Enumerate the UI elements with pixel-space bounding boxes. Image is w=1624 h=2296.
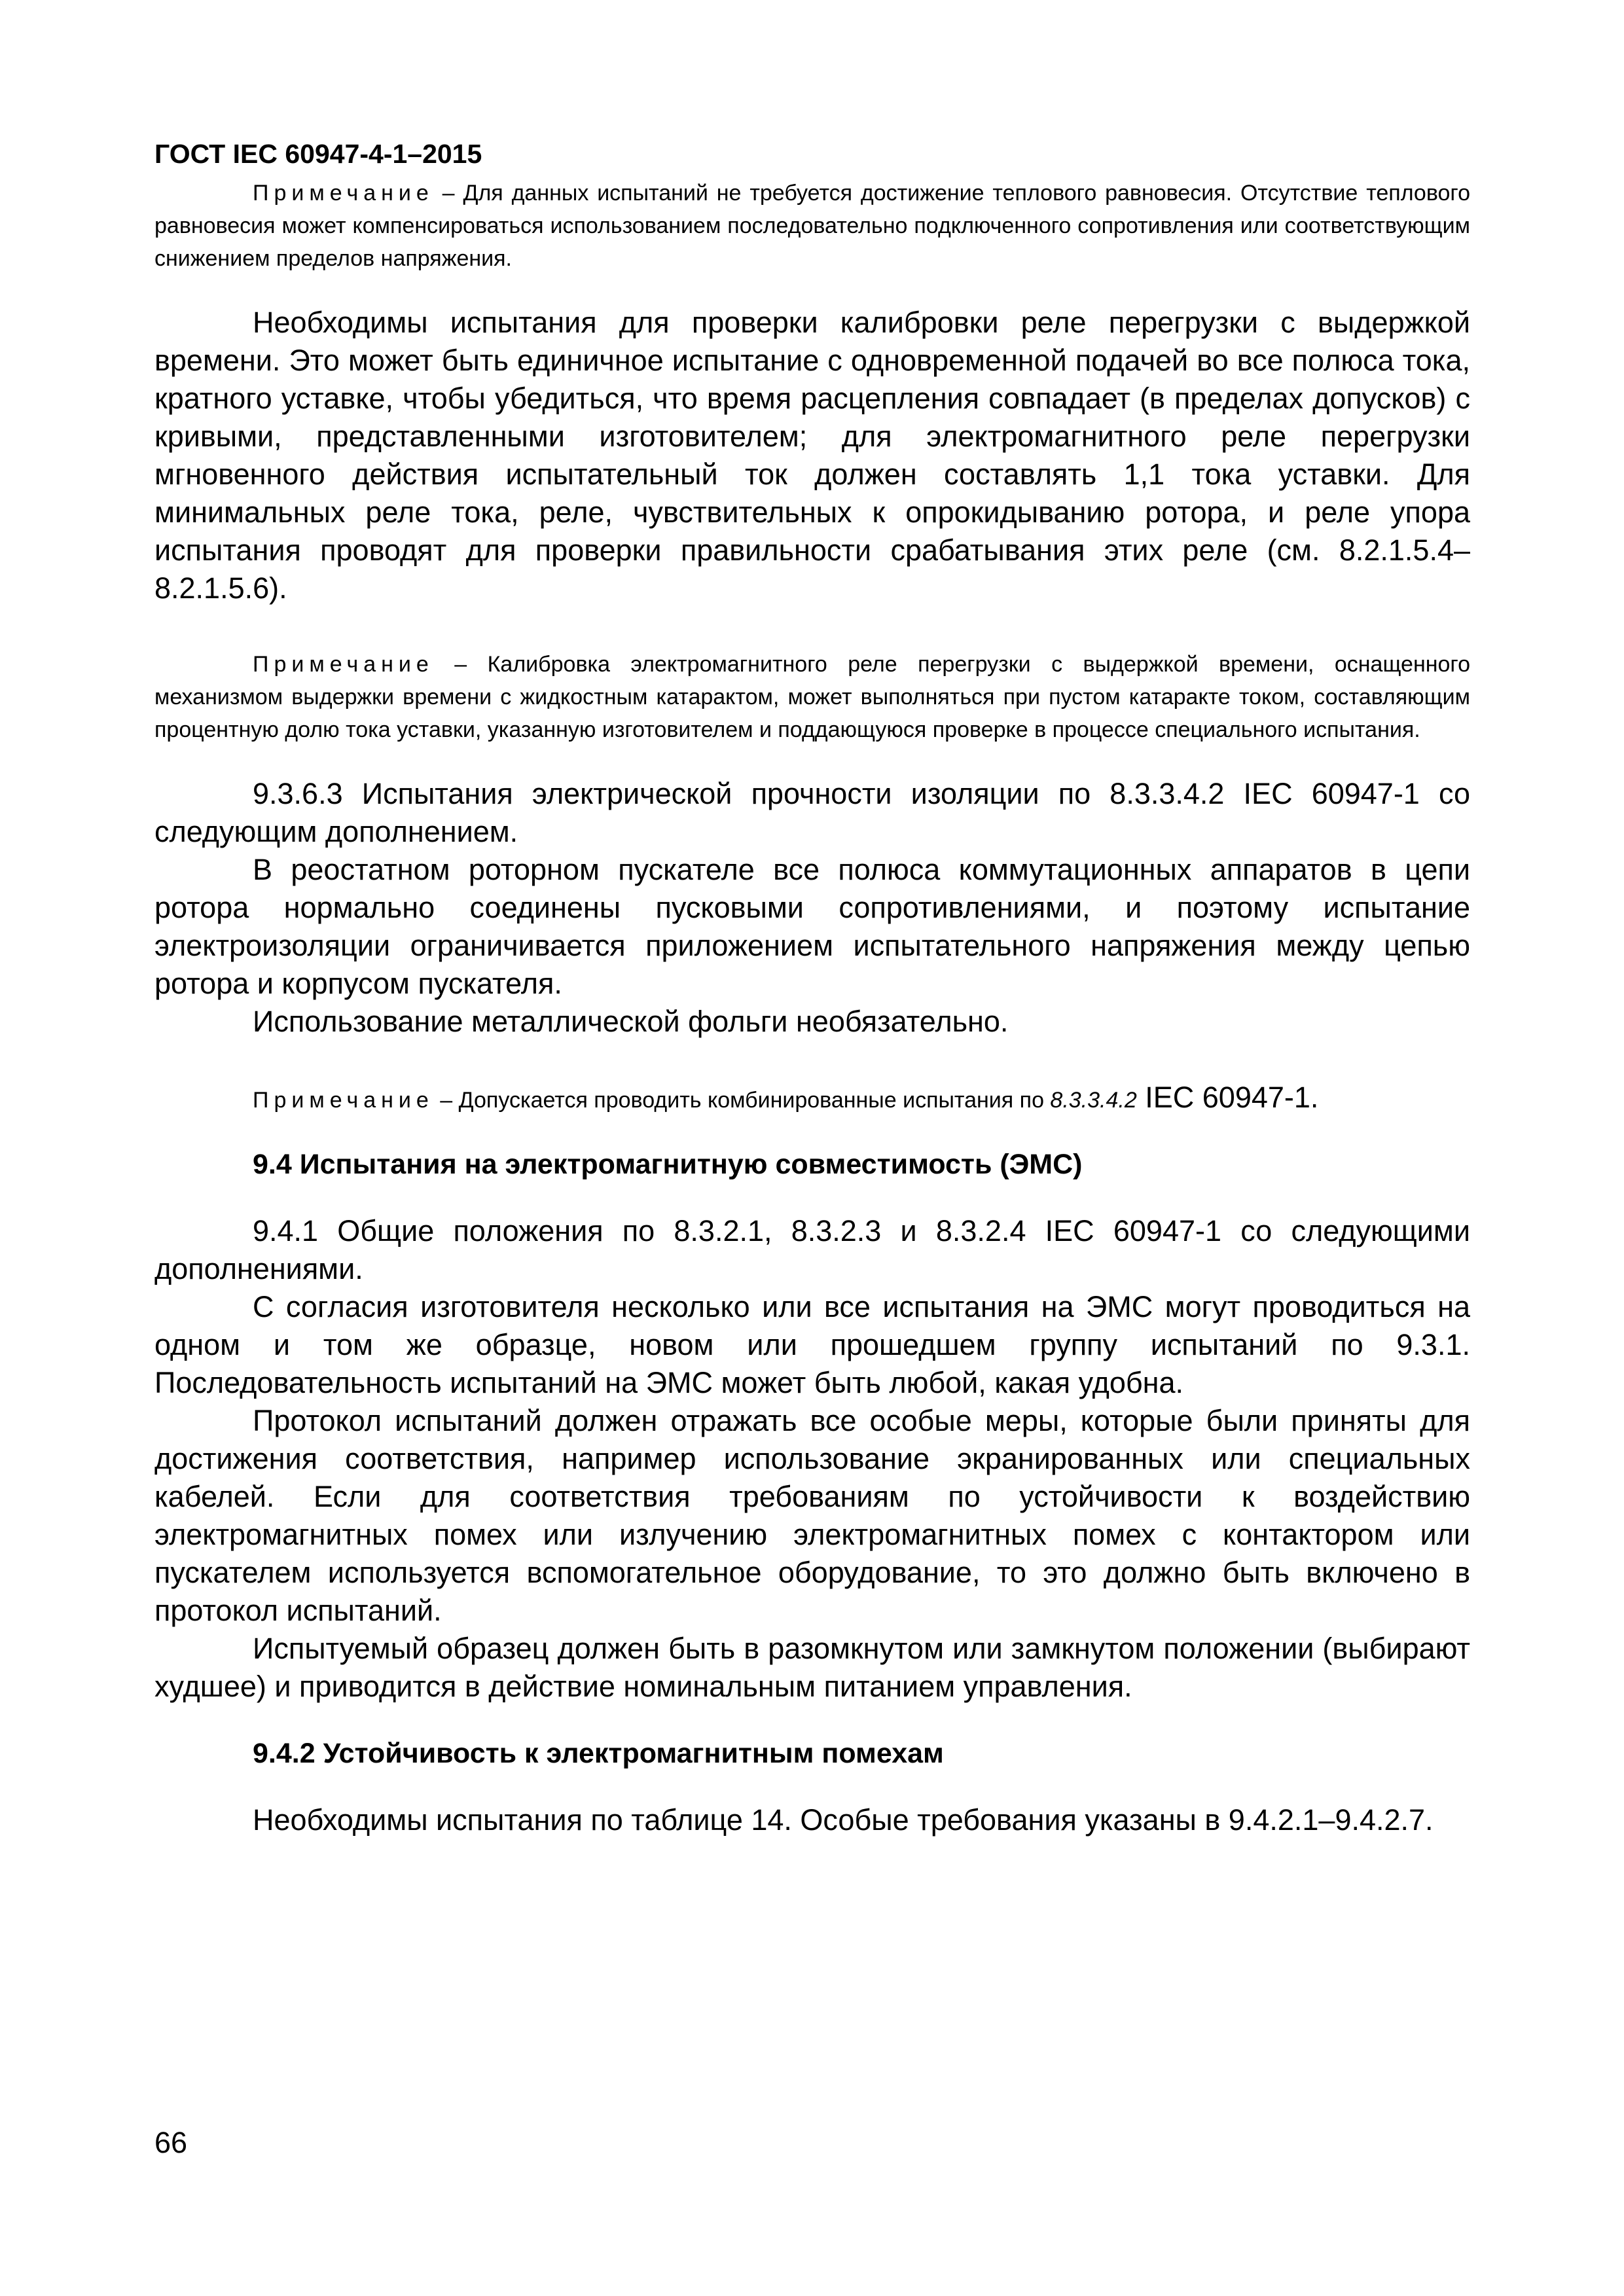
- section-heading-9-4-2: 9.4.2 Устойчивость к электромагнитным помехам: [253, 1738, 944, 1769]
- paragraph-relay-calibration: Необходимы испытания для проверки калибровки реле перегрузки с выдержкой времени. Это может быть единичное испытание с одновременной подачей во все полюса тока, кратного уставке, чтобы убедиться, что время расцепления совпадает (в пределах допусков) с кривыми, представленными изготовителем; для электромагнитного реле перегрузки мгновенного действия испытательный ток должен составлять 1,1 тока уставки. Для минимальных реле тока, реле, чувствительных к опрокидыванию ротора, и реле упора испытания проводят для проверки правильности срабатывания этих реле (см. 8.2.1.5.4–8.2.1.5.6).: [154, 306, 1470, 605]
- section-heading-9-4: 9.4 Испытания на электромагнитную совместимость (ЭМС): [253, 1149, 1083, 1180]
- note-text: – Калибровка электромагнитного реле перегрузки с выдержкой времени, оснащенного механизмом выдержки времени с жидкостным катарактом, может выполняться при пустом катаракте током, составляющим процентную долю тока уставки, указанную изготовителем и поддающуюся проверке в процессе специального испытания.: [154, 652, 1470, 742]
- note-text: – Допускается проводить комбинированные испытания по: [433, 1088, 1051, 1113]
- note-reference: 8.3.3.4.2: [1050, 1088, 1137, 1113]
- note-label: Примечание: [253, 181, 434, 206]
- paragraph-manufacturer-consent: С согласия изготовителя несколько или все испытания на ЭМС могут проводиться на одном и том же образце, новом или прошедшем группу испытаний по 9.3.1. Последовательность испытаний на ЭМС может быть любой, какая удобна.: [154, 1290, 1470, 1399]
- note-tail: IEC 60947-1.: [1136, 1081, 1319, 1114]
- note-text: – Для данных испытаний не требуется достижение теплового равновесия. Отсутствие теплового равновесия может компенсироваться использованием последовательно подключенного сопротивления или соответствующим снижением пределов напряжения.: [154, 181, 1470, 271]
- note-1: [154, 177, 1470, 275]
- paragraph-table-14: Необходимы испытания по таблице 14. Особые требования указаны в 9.4.2.1–9.4.2.7.: [253, 1803, 1434, 1837]
- document-page: [154, 137, 1470, 1839]
- note-label: Примечание: [253, 652, 434, 677]
- document-header: ГОСТ IEC 60947-4-1–2015: [154, 139, 482, 169]
- note-2: [154, 648, 1470, 746]
- paragraph-test-report: Протокол испытаний должен отражать все особые меры, которые были приняты для достижения соответствия, например использование экранированных или специальных кабелей. Если для соответствия требованиям по устойчивости к воздействию электромагнитных помех или излучению электромагнитных помех с контактором или пускателем используется вспомогательное оборудование, то это должно быть включено в протокол испытаний.: [154, 1404, 1470, 1627]
- paragraph-rotor-starter: В реостатном роторном пускателе все полюса коммутационных аппаратов в цепи ротора нормально соединены пусковыми сопротивлениями, и поэтому испытание электроизоляции ограничивается приложением испытательного напряжения между цепью ротора и корпусом пускателя.: [154, 853, 1470, 1000]
- paragraph-9-4-1: 9.4.1 Общие положения по 8.3.2.1, 8.3.2.3 и 8.3.2.4 IEC 60947-1 со следующими дополнениями.: [154, 1214, 1470, 1285]
- paragraph-9-3-6-3: 9.3.6.3 Испытания электрической прочности изоляции по 8.3.3.4.2 IEC 60947-1 со следующим дополнением.: [154, 777, 1470, 848]
- note-3: [154, 1081, 1470, 1117]
- paragraph-test-sample: Испытуемый образец должен быть в разомкнутом или замкнутом положении (выбирают худшее) и приводится в действие номинальным питанием управления.: [154, 1632, 1470, 1703]
- page-number: 66: [154, 2126, 188, 2159]
- note-label: Примечание: [253, 1088, 434, 1113]
- paragraph-metal-foil: Использование металлической фольги необязательно.: [253, 1005, 1009, 1038]
